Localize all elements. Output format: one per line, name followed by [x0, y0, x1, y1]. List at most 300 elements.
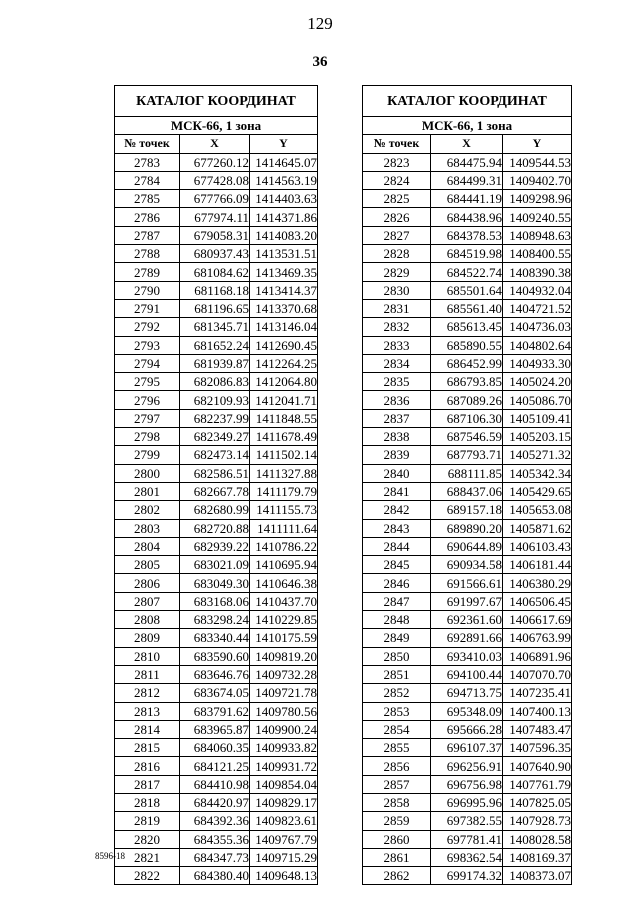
y-coordinate-cell: 1412690.45: [250, 336, 318, 354]
point-number-cell: 2825: [363, 190, 431, 208]
coordinate-catalog-right: [362, 85, 572, 885]
y-coordinate-cell: 1410786.22: [250, 537, 318, 555]
table-row: [363, 446, 572, 464]
x-coordinate-cell: 685613.45: [431, 318, 503, 336]
table-row: [115, 153, 318, 171]
table-row: [115, 793, 318, 811]
y-coordinate-cell: 1414403.63: [250, 190, 318, 208]
catalog-zone: МСК-66, 1 зона: [363, 117, 572, 135]
table-row: [115, 720, 318, 738]
table-row: [363, 190, 572, 208]
table-row: [115, 611, 318, 629]
x-coordinate-cell: 688111.85: [431, 464, 503, 482]
table-row: [363, 629, 572, 647]
table-row: [115, 171, 318, 189]
x-coordinate-cell: 685561.40: [431, 299, 503, 317]
table-row: [115, 446, 318, 464]
x-coordinate-cell: 697781.41: [431, 830, 503, 848]
table-row: [363, 153, 572, 171]
x-coordinate-cell: 677766.09: [180, 190, 250, 208]
point-number-cell: 2850: [363, 647, 431, 665]
x-coordinate-cell: 687793.71: [431, 446, 503, 464]
x-coordinate-cell: 684347.73: [180, 848, 250, 866]
table-row: [363, 318, 572, 336]
x-coordinate-cell: 695348.09: [431, 702, 503, 720]
point-number-cell: 2806: [115, 574, 180, 592]
point-number-cell: 2823: [363, 153, 431, 171]
x-coordinate-cell: 689890.20: [431, 519, 503, 537]
point-number-cell: 2856: [363, 757, 431, 775]
table-row: [363, 830, 572, 848]
point-number-cell: 2822: [115, 867, 180, 885]
point-number-cell: 2793: [115, 336, 180, 354]
point-number-cell: 2851: [363, 665, 431, 683]
table-row: [115, 373, 318, 391]
point-number-cell: 2829: [363, 263, 431, 281]
table-row: [363, 556, 572, 574]
y-coordinate-cell: 1405871.62: [503, 519, 572, 537]
y-coordinate-cell: 1409544.53: [503, 153, 572, 171]
y-coordinate-cell: 1411179.79: [250, 482, 318, 500]
y-coordinate-cell: 1409732.28: [250, 665, 318, 683]
x-coordinate-cell: 683340.44: [180, 629, 250, 647]
point-number-cell: 2842: [363, 501, 431, 519]
x-coordinate-cell: 682086.83: [180, 373, 250, 391]
x-coordinate-cell: 690644.89: [431, 537, 503, 555]
header-point-number: № точек: [115, 135, 180, 153]
x-coordinate-cell: 682939.22: [180, 537, 250, 555]
y-coordinate-cell: 1407235.41: [503, 684, 572, 702]
table-row: [363, 757, 572, 775]
x-coordinate-cell: 693410.03: [431, 647, 503, 665]
point-number-cell: 2849: [363, 629, 431, 647]
table-row: [115, 592, 318, 610]
table-row: [363, 537, 572, 555]
y-coordinate-cell: 1411111.64: [250, 519, 318, 537]
y-coordinate-cell: 1410229.85: [250, 611, 318, 629]
x-coordinate-cell: 696107.37: [431, 739, 503, 757]
y-coordinate-cell: 1409402.70: [503, 171, 572, 189]
x-coordinate-cell: 677974.11: [180, 208, 250, 226]
point-number-cell: 2843: [363, 519, 431, 537]
table-row: [363, 208, 572, 226]
table-row: [363, 739, 572, 757]
table-row: [363, 373, 572, 391]
point-number-cell: 2795: [115, 373, 180, 391]
x-coordinate-cell: 686452.99: [431, 354, 503, 372]
x-coordinate-cell: 692891.66: [431, 629, 503, 647]
x-coordinate-cell: 683646.76: [180, 665, 250, 683]
table-row: [363, 775, 572, 793]
table-row: [115, 665, 318, 683]
x-coordinate-cell: 684522.74: [431, 263, 503, 281]
y-coordinate-cell: 1408169.37: [503, 848, 572, 866]
table-row: [363, 519, 572, 537]
y-coordinate-cell: 1406617.69: [503, 611, 572, 629]
x-coordinate-cell: 684420.97: [180, 793, 250, 811]
point-number-cell: 2835: [363, 373, 431, 391]
point-number-cell: 2826: [363, 208, 431, 226]
y-coordinate-cell: 1412064.80: [250, 373, 318, 391]
table-row: [115, 684, 318, 702]
point-number-cell: 2827: [363, 226, 431, 244]
point-number-cell: 2836: [363, 391, 431, 409]
table-row: [363, 391, 572, 409]
x-coordinate-cell: 686793.85: [431, 373, 503, 391]
x-coordinate-cell: 684438.96: [431, 208, 503, 226]
table-row: [363, 684, 572, 702]
y-coordinate-cell: 1411502.14: [250, 446, 318, 464]
y-coordinate-cell: 1409240.55: [503, 208, 572, 226]
point-number-cell: 2813: [115, 702, 180, 720]
document-code: 8596-18: [95, 851, 125, 861]
point-number-cell: 2801: [115, 482, 180, 500]
point-number-cell: 2812: [115, 684, 180, 702]
y-coordinate-cell: 1414083.20: [250, 226, 318, 244]
table-row: [115, 647, 318, 665]
point-number-cell: 2808: [115, 611, 180, 629]
x-coordinate-cell: 684519.98: [431, 245, 503, 263]
point-number-cell: 2844: [363, 537, 431, 555]
y-coordinate-cell: 1409933.82: [250, 739, 318, 757]
point-number-cell: 2797: [115, 409, 180, 427]
y-coordinate-cell: 1410646.38: [250, 574, 318, 592]
table-row: [115, 501, 318, 519]
y-coordinate-cell: 1409823.61: [250, 812, 318, 830]
table-row: [115, 812, 318, 830]
point-number-cell: 2846: [363, 574, 431, 592]
y-coordinate-cell: 1413414.37: [250, 281, 318, 299]
y-coordinate-cell: 1406891.96: [503, 647, 572, 665]
y-coordinate-cell: 1410175.59: [250, 629, 318, 647]
header-y: Y: [503, 135, 572, 153]
x-coordinate-cell: 683168.06: [180, 592, 250, 610]
point-number-cell: 2855: [363, 739, 431, 757]
point-number-cell: 2853: [363, 702, 431, 720]
y-coordinate-cell: 1408028.58: [503, 830, 572, 848]
x-coordinate-cell: 682586.51: [180, 464, 250, 482]
y-coordinate-cell: 1412264.25: [250, 354, 318, 372]
y-coordinate-cell: 1414645.07: [250, 153, 318, 171]
y-coordinate-cell: 1414563.19: [250, 171, 318, 189]
x-coordinate-cell: 684441.19: [431, 190, 503, 208]
x-coordinate-cell: 682349.27: [180, 428, 250, 446]
x-coordinate-cell: 687089.26: [431, 391, 503, 409]
x-coordinate-cell: 677260.12: [180, 153, 250, 171]
point-number-cell: 2818: [115, 793, 180, 811]
y-coordinate-cell: 1411848.55: [250, 409, 318, 427]
point-number-cell: 2858: [363, 793, 431, 811]
y-coordinate-cell: 1411678.49: [250, 428, 318, 446]
y-coordinate-cell: 1404721.52: [503, 299, 572, 317]
y-coordinate-cell: 1406103.43: [503, 537, 572, 555]
table-row: [363, 848, 572, 866]
point-number-cell: 2834: [363, 354, 431, 372]
point-number-cell: 2802: [115, 501, 180, 519]
table-row: [363, 263, 572, 281]
x-coordinate-cell: 691566.61: [431, 574, 503, 592]
table-row: [115, 190, 318, 208]
table-row: [115, 519, 318, 537]
point-number-cell: 2791: [115, 299, 180, 317]
point-number-cell: 2860: [363, 830, 431, 848]
x-coordinate-cell: 684475.94: [431, 153, 503, 171]
y-coordinate-cell: 1405203.15: [503, 428, 572, 446]
catalog-title: КАТАЛОГ КООРДИНАТ: [363, 86, 572, 117]
table-row: [115, 537, 318, 555]
point-number-cell: 2830: [363, 281, 431, 299]
table-row: [363, 574, 572, 592]
y-coordinate-cell: 1413370.68: [250, 299, 318, 317]
point-number-cell: 2859: [363, 812, 431, 830]
table-row: [363, 647, 572, 665]
x-coordinate-cell: 677428.08: [180, 171, 250, 189]
y-coordinate-cell: 1405271.32: [503, 446, 572, 464]
table-row: [115, 848, 318, 866]
point-number-cell: 2787: [115, 226, 180, 244]
table-row: [363, 428, 572, 446]
x-coordinate-cell: 696756.98: [431, 775, 503, 793]
point-number-cell: 2848: [363, 611, 431, 629]
x-coordinate-cell: 683049.30: [180, 574, 250, 592]
y-coordinate-cell: 1409829.17: [250, 793, 318, 811]
x-coordinate-cell: 684380.40: [180, 867, 250, 885]
y-coordinate-cell: 1407928.73: [503, 812, 572, 830]
table-row: [115, 428, 318, 446]
y-coordinate-cell: 1407596.35: [503, 739, 572, 757]
table-row: [115, 757, 318, 775]
coordinate-catalog-left: [114, 85, 318, 885]
point-number-cell: 2814: [115, 720, 180, 738]
x-coordinate-cell: 698362.54: [431, 848, 503, 866]
point-number-cell: 2803: [115, 519, 180, 537]
y-coordinate-cell: 1409854.04: [250, 775, 318, 793]
y-coordinate-cell: 1404933.30: [503, 354, 572, 372]
table-row: [363, 812, 572, 830]
y-coordinate-cell: 1411327.88: [250, 464, 318, 482]
table-row: [115, 556, 318, 574]
table-row: [115, 281, 318, 299]
point-number-cell: 2821: [115, 848, 180, 866]
point-number-cell: 2832: [363, 318, 431, 336]
y-coordinate-cell: 1407400.13: [503, 702, 572, 720]
x-coordinate-cell: 687106.30: [431, 409, 503, 427]
table-row: [363, 171, 572, 189]
y-coordinate-cell: 1407640.90: [503, 757, 572, 775]
x-coordinate-cell: 695666.28: [431, 720, 503, 738]
y-coordinate-cell: 1404932.04: [503, 281, 572, 299]
point-number-cell: 2857: [363, 775, 431, 793]
page-number: 129: [307, 14, 333, 33]
table-row: [115, 867, 318, 885]
y-coordinate-cell: 1405086.70: [503, 391, 572, 409]
point-number-cell: 2809: [115, 629, 180, 647]
table-row: [115, 226, 318, 244]
point-number-cell: 2861: [363, 848, 431, 866]
point-number-cell: 2792: [115, 318, 180, 336]
table-row: [363, 245, 572, 263]
x-coordinate-cell: 696995.96: [431, 793, 503, 811]
y-coordinate-cell: 1405342.34: [503, 464, 572, 482]
table-row: [115, 409, 318, 427]
x-coordinate-cell: 683791.62: [180, 702, 250, 720]
point-number-cell: 2847: [363, 592, 431, 610]
point-number-cell: 2789: [115, 263, 180, 281]
y-coordinate-cell: 1413531.51: [250, 245, 318, 263]
table-row: [363, 665, 572, 683]
x-coordinate-cell: 691997.67: [431, 592, 503, 610]
point-number-cell: 2862: [363, 867, 431, 885]
point-number-cell: 2838: [363, 428, 431, 446]
point-number-cell: 2840: [363, 464, 431, 482]
catalog-body: [115, 153, 318, 885]
y-coordinate-cell: 1405024.20: [503, 373, 572, 391]
point-number-cell: 2786: [115, 208, 180, 226]
point-number-cell: 2854: [363, 720, 431, 738]
point-number-cell: 2800: [115, 464, 180, 482]
y-coordinate-cell: 1412041.71: [250, 391, 318, 409]
y-coordinate-cell: 1409721.78: [250, 684, 318, 702]
table-row: [115, 299, 318, 317]
table-row: [363, 793, 572, 811]
table-row: [363, 592, 572, 610]
sub-page-number: 36: [312, 54, 328, 70]
catalog-body: [363, 153, 572, 885]
table-row: [115, 245, 318, 263]
y-coordinate-cell: 1409715.29: [250, 848, 318, 866]
y-coordinate-cell: 1405109.41: [503, 409, 572, 427]
table-row: [115, 336, 318, 354]
x-coordinate-cell: 696256.91: [431, 757, 503, 775]
x-coordinate-cell: 683590.60: [180, 647, 250, 665]
point-number-cell: 2824: [363, 171, 431, 189]
x-coordinate-cell: 694100.44: [431, 665, 503, 683]
y-coordinate-cell: 1409298.96: [503, 190, 572, 208]
y-coordinate-cell: 1407825.05: [503, 793, 572, 811]
x-coordinate-cell: 683965.87: [180, 720, 250, 738]
y-coordinate-cell: 1408373.07: [503, 867, 572, 885]
point-number-cell: 2790: [115, 281, 180, 299]
x-coordinate-cell: 684121.25: [180, 757, 250, 775]
catalog-zone: МСК-66, 1 зона: [115, 117, 318, 135]
point-number-cell: 2785: [115, 190, 180, 208]
point-number-cell: 2811: [115, 665, 180, 683]
table-row: [363, 226, 572, 244]
y-coordinate-cell: 1404736.03: [503, 318, 572, 336]
point-number-cell: 2810: [115, 647, 180, 665]
table-row: [363, 720, 572, 738]
point-number-cell: 2804: [115, 537, 180, 555]
y-coordinate-cell: 1408400.55: [503, 245, 572, 263]
table-row: [115, 354, 318, 372]
y-coordinate-cell: 1407761.79: [503, 775, 572, 793]
table-row: [363, 867, 572, 885]
y-coordinate-cell: 1407483.47: [503, 720, 572, 738]
x-coordinate-cell: 692361.60: [431, 611, 503, 629]
point-number-cell: 2816: [115, 757, 180, 775]
y-coordinate-cell: 1409900.24: [250, 720, 318, 738]
header-x: X: [180, 135, 250, 153]
point-number-cell: 2788: [115, 245, 180, 263]
x-coordinate-cell: 687546.59: [431, 428, 503, 446]
x-coordinate-cell: 684410.98: [180, 775, 250, 793]
point-number-cell: 2820: [115, 830, 180, 848]
table-row: [115, 702, 318, 720]
table-row: [363, 611, 572, 629]
table-row: [115, 318, 318, 336]
x-coordinate-cell: 685501.64: [431, 281, 503, 299]
x-coordinate-cell: 681939.87: [180, 354, 250, 372]
point-number-cell: 2817: [115, 775, 180, 793]
y-coordinate-cell: 1408390.38: [503, 263, 572, 281]
header-x: X: [431, 135, 503, 153]
x-coordinate-cell: 699174.32: [431, 867, 503, 885]
y-coordinate-cell: 1409931.72: [250, 757, 318, 775]
x-coordinate-cell: 682720.88: [180, 519, 250, 537]
x-coordinate-cell: 682680.99: [180, 501, 250, 519]
x-coordinate-cell: 680937.43: [180, 245, 250, 263]
point-number-cell: 2796: [115, 391, 180, 409]
x-coordinate-cell: 683298.24: [180, 611, 250, 629]
y-coordinate-cell: 1405429.65: [503, 482, 572, 500]
x-coordinate-cell: 679058.31: [180, 226, 250, 244]
table-row: [115, 830, 318, 848]
x-coordinate-cell: 694713.75: [431, 684, 503, 702]
x-coordinate-cell: 683021.09: [180, 556, 250, 574]
y-coordinate-cell: 1410437.70: [250, 592, 318, 610]
x-coordinate-cell: 681345.71: [180, 318, 250, 336]
point-number-cell: 2807: [115, 592, 180, 610]
x-coordinate-cell: 688437.06: [431, 482, 503, 500]
x-coordinate-cell: 685890.55: [431, 336, 503, 354]
point-number-cell: 2783: [115, 153, 180, 171]
y-coordinate-cell: 1406506.45: [503, 592, 572, 610]
x-coordinate-cell: 681168.18: [180, 281, 250, 299]
header-point-number: № точек: [363, 135, 431, 153]
catalog-title: КАТАЛОГ КООРДИНАТ: [115, 86, 318, 117]
y-coordinate-cell: 1409648.13: [250, 867, 318, 885]
y-coordinate-cell: 1406181.44: [503, 556, 572, 574]
y-coordinate-cell: 1413146.04: [250, 318, 318, 336]
x-coordinate-cell: 689157.18: [431, 501, 503, 519]
y-coordinate-cell: 1413469.35: [250, 263, 318, 281]
y-coordinate-cell: 1409819.20: [250, 647, 318, 665]
point-number-cell: 2794: [115, 354, 180, 372]
point-number-cell: 2819: [115, 812, 180, 830]
point-number-cell: 2837: [363, 409, 431, 427]
x-coordinate-cell: 681196.65: [180, 299, 250, 317]
table-row: [115, 775, 318, 793]
table-row: [363, 299, 572, 317]
point-number-cell: 2815: [115, 739, 180, 757]
table-row: [115, 574, 318, 592]
x-coordinate-cell: 681084.62: [180, 263, 250, 281]
y-coordinate-cell: 1414371.86: [250, 208, 318, 226]
point-number-cell: 2798: [115, 428, 180, 446]
table-row: [363, 482, 572, 500]
table-row: [115, 391, 318, 409]
x-coordinate-cell: 684378.53: [431, 226, 503, 244]
x-coordinate-cell: 681652.24: [180, 336, 250, 354]
table-row: [363, 336, 572, 354]
table-row: [363, 281, 572, 299]
x-coordinate-cell: 684392.36: [180, 812, 250, 830]
table-row: [115, 629, 318, 647]
point-number-cell: 2852: [363, 684, 431, 702]
table-row: [363, 702, 572, 720]
y-coordinate-cell: 1411155.73: [250, 501, 318, 519]
point-number-cell: 2805: [115, 556, 180, 574]
